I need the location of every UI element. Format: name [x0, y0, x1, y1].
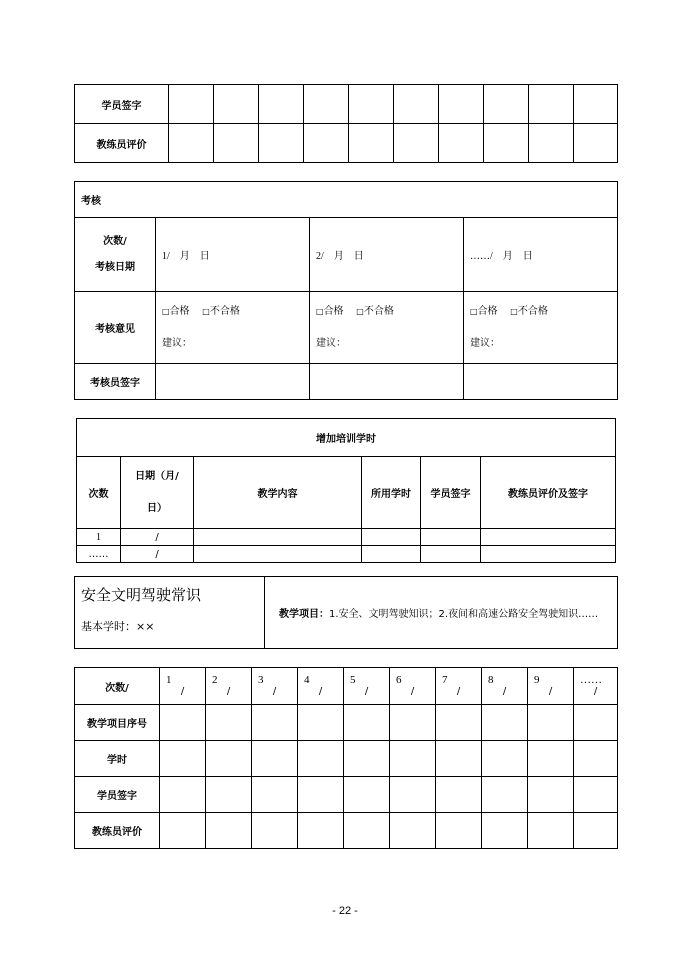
- blank-cell[interactable]: [169, 85, 214, 124]
- blank-cell[interactable]: [436, 741, 482, 777]
- blank-cell[interactable]: [362, 529, 421, 546]
- col-slash: /: [548, 686, 553, 697]
- blank-cell[interactable]: [482, 741, 528, 777]
- blank-cell[interactable]: [252, 813, 298, 849]
- blank-cell[interactable]: [574, 813, 618, 849]
- header-date-line1: 日期（月/: [135, 470, 179, 482]
- pass-checkbox[interactable]: □: [316, 306, 324, 316]
- col-num: 3: [258, 674, 264, 686]
- col-num: 9: [534, 674, 540, 686]
- col-slash: /: [456, 686, 461, 697]
- blank-cell[interactable]: [528, 777, 574, 813]
- blank-cell[interactable]: [252, 741, 298, 777]
- blank-cell[interactable]: [298, 777, 344, 813]
- blank-cell[interactable]: [194, 529, 362, 546]
- session-col-header: [390, 668, 436, 705]
- col-num: 5: [350, 674, 356, 686]
- col-slash: /: [318, 686, 323, 697]
- table-row: [75, 85, 618, 124]
- blank-cell[interactable]: [160, 813, 206, 849]
- pass-fail-options: [310, 305, 463, 319]
- pass-fail-options: [156, 305, 309, 319]
- times-label-line1: 次数/: [103, 235, 127, 247]
- header-student-sign: 学员签字: [421, 457, 481, 529]
- exam-date-2: 2/ 月 日: [316, 251, 364, 262]
- col-num: 2: [212, 674, 218, 686]
- blank-cell[interactable]: [574, 741, 618, 777]
- header-times: 次数: [77, 457, 121, 529]
- header-hours: 所用学时: [362, 457, 421, 529]
- row-date[interactable]: /: [121, 546, 194, 563]
- blank-cell[interactable]: [310, 364, 464, 400]
- exam-times-label: [75, 218, 156, 292]
- blank-cell[interactable]: [252, 777, 298, 813]
- col-slash: /: [410, 686, 415, 697]
- row-label-student-sign: 学员签字: [75, 777, 160, 813]
- fail-checkbox[interactable]: □: [510, 306, 518, 316]
- blank-cell[interactable]: [169, 124, 214, 163]
- blank-cell[interactable]: [206, 777, 252, 813]
- extra-training-table: [76, 418, 616, 563]
- table-row: [75, 705, 618, 741]
- session-col-header: [482, 668, 528, 705]
- exam-date-1: 1/ 月 日: [162, 251, 210, 262]
- row-label-coach-eval: 教练员评价: [75, 813, 160, 849]
- blank-cell[interactable]: [298, 813, 344, 849]
- blank-cell[interactable]: [436, 813, 482, 849]
- blank-cell[interactable]: [206, 705, 252, 741]
- blank-cell[interactable]: [482, 705, 528, 741]
- session-col-header: [298, 668, 344, 705]
- blank-cell[interactable]: [484, 85, 529, 124]
- times-label-line2: 考核日期: [95, 261, 135, 273]
- col-slash: /: [272, 686, 277, 697]
- session-col-header: [436, 668, 482, 705]
- blank-cell[interactable]: [344, 813, 390, 849]
- blank-cell[interactable]: [344, 741, 390, 777]
- session-col-header: [206, 668, 252, 705]
- row-times: 1: [77, 529, 121, 546]
- blank-cell[interactable]: [252, 705, 298, 741]
- col-slash: /: [502, 686, 507, 697]
- suggestion-label: 建议：: [316, 337, 346, 349]
- exam-table: [74, 181, 618, 400]
- exam-opinion-cell: [156, 292, 310, 364]
- safety-items-cell: [265, 577, 618, 649]
- blank-cell[interactable]: [439, 85, 484, 124]
- blank-cell[interactable]: [394, 124, 439, 163]
- safety-basic-hours: 基本学时：××: [81, 620, 155, 633]
- page-number: - 22 -: [332, 905, 358, 917]
- fail-checkbox[interactable]: □: [356, 306, 364, 316]
- table-row: [75, 777, 618, 813]
- blank-cell[interactable]: [439, 124, 484, 163]
- blank-cell[interactable]: [344, 777, 390, 813]
- exam-date-cell[interactable]: [310, 218, 464, 292]
- row-label-item-no: 教学项目序号: [75, 705, 160, 741]
- col-num: 7: [442, 674, 448, 686]
- blank-cell[interactable]: [194, 546, 362, 563]
- extra-title: 增加培训学时: [77, 419, 616, 457]
- col-num: 4: [304, 674, 310, 686]
- fail-label: 不合格: [363, 305, 394, 317]
- blank-cell[interactable]: [390, 705, 436, 741]
- blank-cell[interactable]: [390, 741, 436, 777]
- row-label-student-sign: 学员签字: [75, 85, 169, 124]
- blank-cell[interactable]: [206, 813, 252, 849]
- blank-cell[interactable]: [574, 124, 618, 163]
- header-content: 教学内容: [194, 457, 362, 529]
- suggestion-label: 建议：: [470, 337, 500, 349]
- blank-cell[interactable]: [574, 777, 618, 813]
- exam-opinion-cell: [310, 292, 464, 364]
- blank-cell[interactable]: [156, 364, 310, 400]
- blank-cell[interactable]: [259, 124, 304, 163]
- session-col-header: [574, 668, 618, 705]
- row-label-hours: 学时: [75, 741, 160, 777]
- blank-cell[interactable]: [362, 546, 421, 563]
- sessions-table: [74, 667, 618, 849]
- table-row: [75, 813, 618, 849]
- blank-cell[interactable]: [298, 741, 344, 777]
- header-date: [121, 457, 194, 529]
- blank-cell[interactable]: [482, 813, 528, 849]
- blank-cell[interactable]: [160, 777, 206, 813]
- blank-cell[interactable]: [529, 85, 574, 124]
- session-col-header: [160, 668, 206, 705]
- col-num: 8: [488, 674, 494, 686]
- blank-cell[interactable]: [528, 705, 574, 741]
- col-slash: /: [226, 686, 231, 697]
- header-date-line2: 日）: [147, 502, 167, 514]
- row-times: ……: [77, 546, 121, 563]
- exam-date-3: ……/ 月 日: [470, 251, 533, 262]
- table-row: [77, 529, 616, 546]
- row-date[interactable]: /: [121, 529, 194, 546]
- col-slash: /: [180, 686, 185, 697]
- blank-cell[interactable]: [481, 546, 616, 563]
- col-num: ……: [580, 674, 602, 686]
- exam-signer-label: 考核员签字: [75, 364, 156, 400]
- blank-cell[interactable]: [481, 529, 616, 546]
- suggestion-label: 建议：: [162, 337, 192, 349]
- blank-cell[interactable]: [349, 85, 394, 124]
- pass-label: 合格: [169, 305, 190, 317]
- blank-cell[interactable]: [464, 364, 618, 400]
- session-col-header: [252, 668, 298, 705]
- exam-opinion-label: 考核意见: [75, 292, 156, 364]
- safety-title: 安全文明驾驶常识: [81, 586, 202, 604]
- exam-opinion-cell: [464, 292, 618, 364]
- session-col-header: [344, 668, 390, 705]
- header-coach-eval: 教练员评价及签字: [481, 457, 616, 529]
- blank-cell[interactable]: [259, 85, 304, 124]
- exam-date-cell[interactable]: [464, 218, 618, 292]
- signature-evaluation-table: [74, 84, 618, 163]
- blank-cell[interactable]: [390, 777, 436, 813]
- blank-cell[interactable]: [528, 813, 574, 849]
- row-label-coach-eval: 教练员评价: [75, 124, 169, 163]
- pass-label: 合格: [323, 305, 344, 317]
- fail-label: 不合格: [209, 305, 240, 317]
- col-slash: /: [364, 686, 369, 697]
- safety-heading-table: [74, 576, 618, 649]
- pass-label: 合格: [477, 305, 498, 317]
- fail-label: 不合格: [517, 305, 548, 317]
- col-num: 6: [396, 674, 402, 686]
- safety-items-text: 1.安全、文明驾驶知识；2.夜间和高速公路安全驾驶知识……: [329, 609, 599, 620]
- safety-title-cell: [75, 577, 265, 649]
- blank-cell[interactable]: [436, 705, 482, 741]
- session-col-header: [528, 668, 574, 705]
- table-row: [75, 741, 618, 777]
- blank-cell[interactable]: [529, 124, 574, 163]
- pass-checkbox[interactable]: □: [162, 306, 170, 316]
- blank-cell[interactable]: [349, 124, 394, 163]
- safety-items-label: 教学项目：: [279, 609, 329, 620]
- blank-cell[interactable]: [394, 85, 439, 124]
- blank-cell[interactable]: [484, 124, 529, 163]
- col-slash: /: [593, 686, 598, 697]
- fail-checkbox[interactable]: □: [202, 306, 210, 316]
- blank-cell[interactable]: [482, 777, 528, 813]
- col-num: 1: [166, 674, 172, 686]
- blank-cell[interactable]: [421, 546, 481, 563]
- blank-cell[interactable]: [160, 705, 206, 741]
- exam-date-cell[interactable]: [156, 218, 310, 292]
- blank-cell[interactable]: [206, 741, 252, 777]
- blank-cell[interactable]: [574, 85, 618, 124]
- exam-title: 考核: [75, 182, 618, 218]
- blank-cell[interactable]: [304, 124, 349, 163]
- blank-cell[interactable]: [214, 124, 259, 163]
- table-row: [75, 124, 618, 163]
- blank-cell[interactable]: [528, 741, 574, 777]
- blank-cell[interactable]: [344, 705, 390, 741]
- sessions-header-label: 次数/: [75, 668, 160, 705]
- blank-cell[interactable]: [436, 777, 482, 813]
- blank-cell[interactable]: [390, 813, 436, 849]
- blank-cell[interactable]: [304, 85, 349, 124]
- blank-cell[interactable]: [214, 85, 259, 124]
- blank-cell[interactable]: [160, 741, 206, 777]
- pass-fail-options: [464, 305, 617, 319]
- pass-checkbox[interactable]: □: [470, 306, 478, 316]
- blank-cell[interactable]: [574, 705, 618, 741]
- blank-cell[interactable]: [421, 529, 481, 546]
- table-row: [77, 546, 616, 563]
- blank-cell[interactable]: [298, 705, 344, 741]
